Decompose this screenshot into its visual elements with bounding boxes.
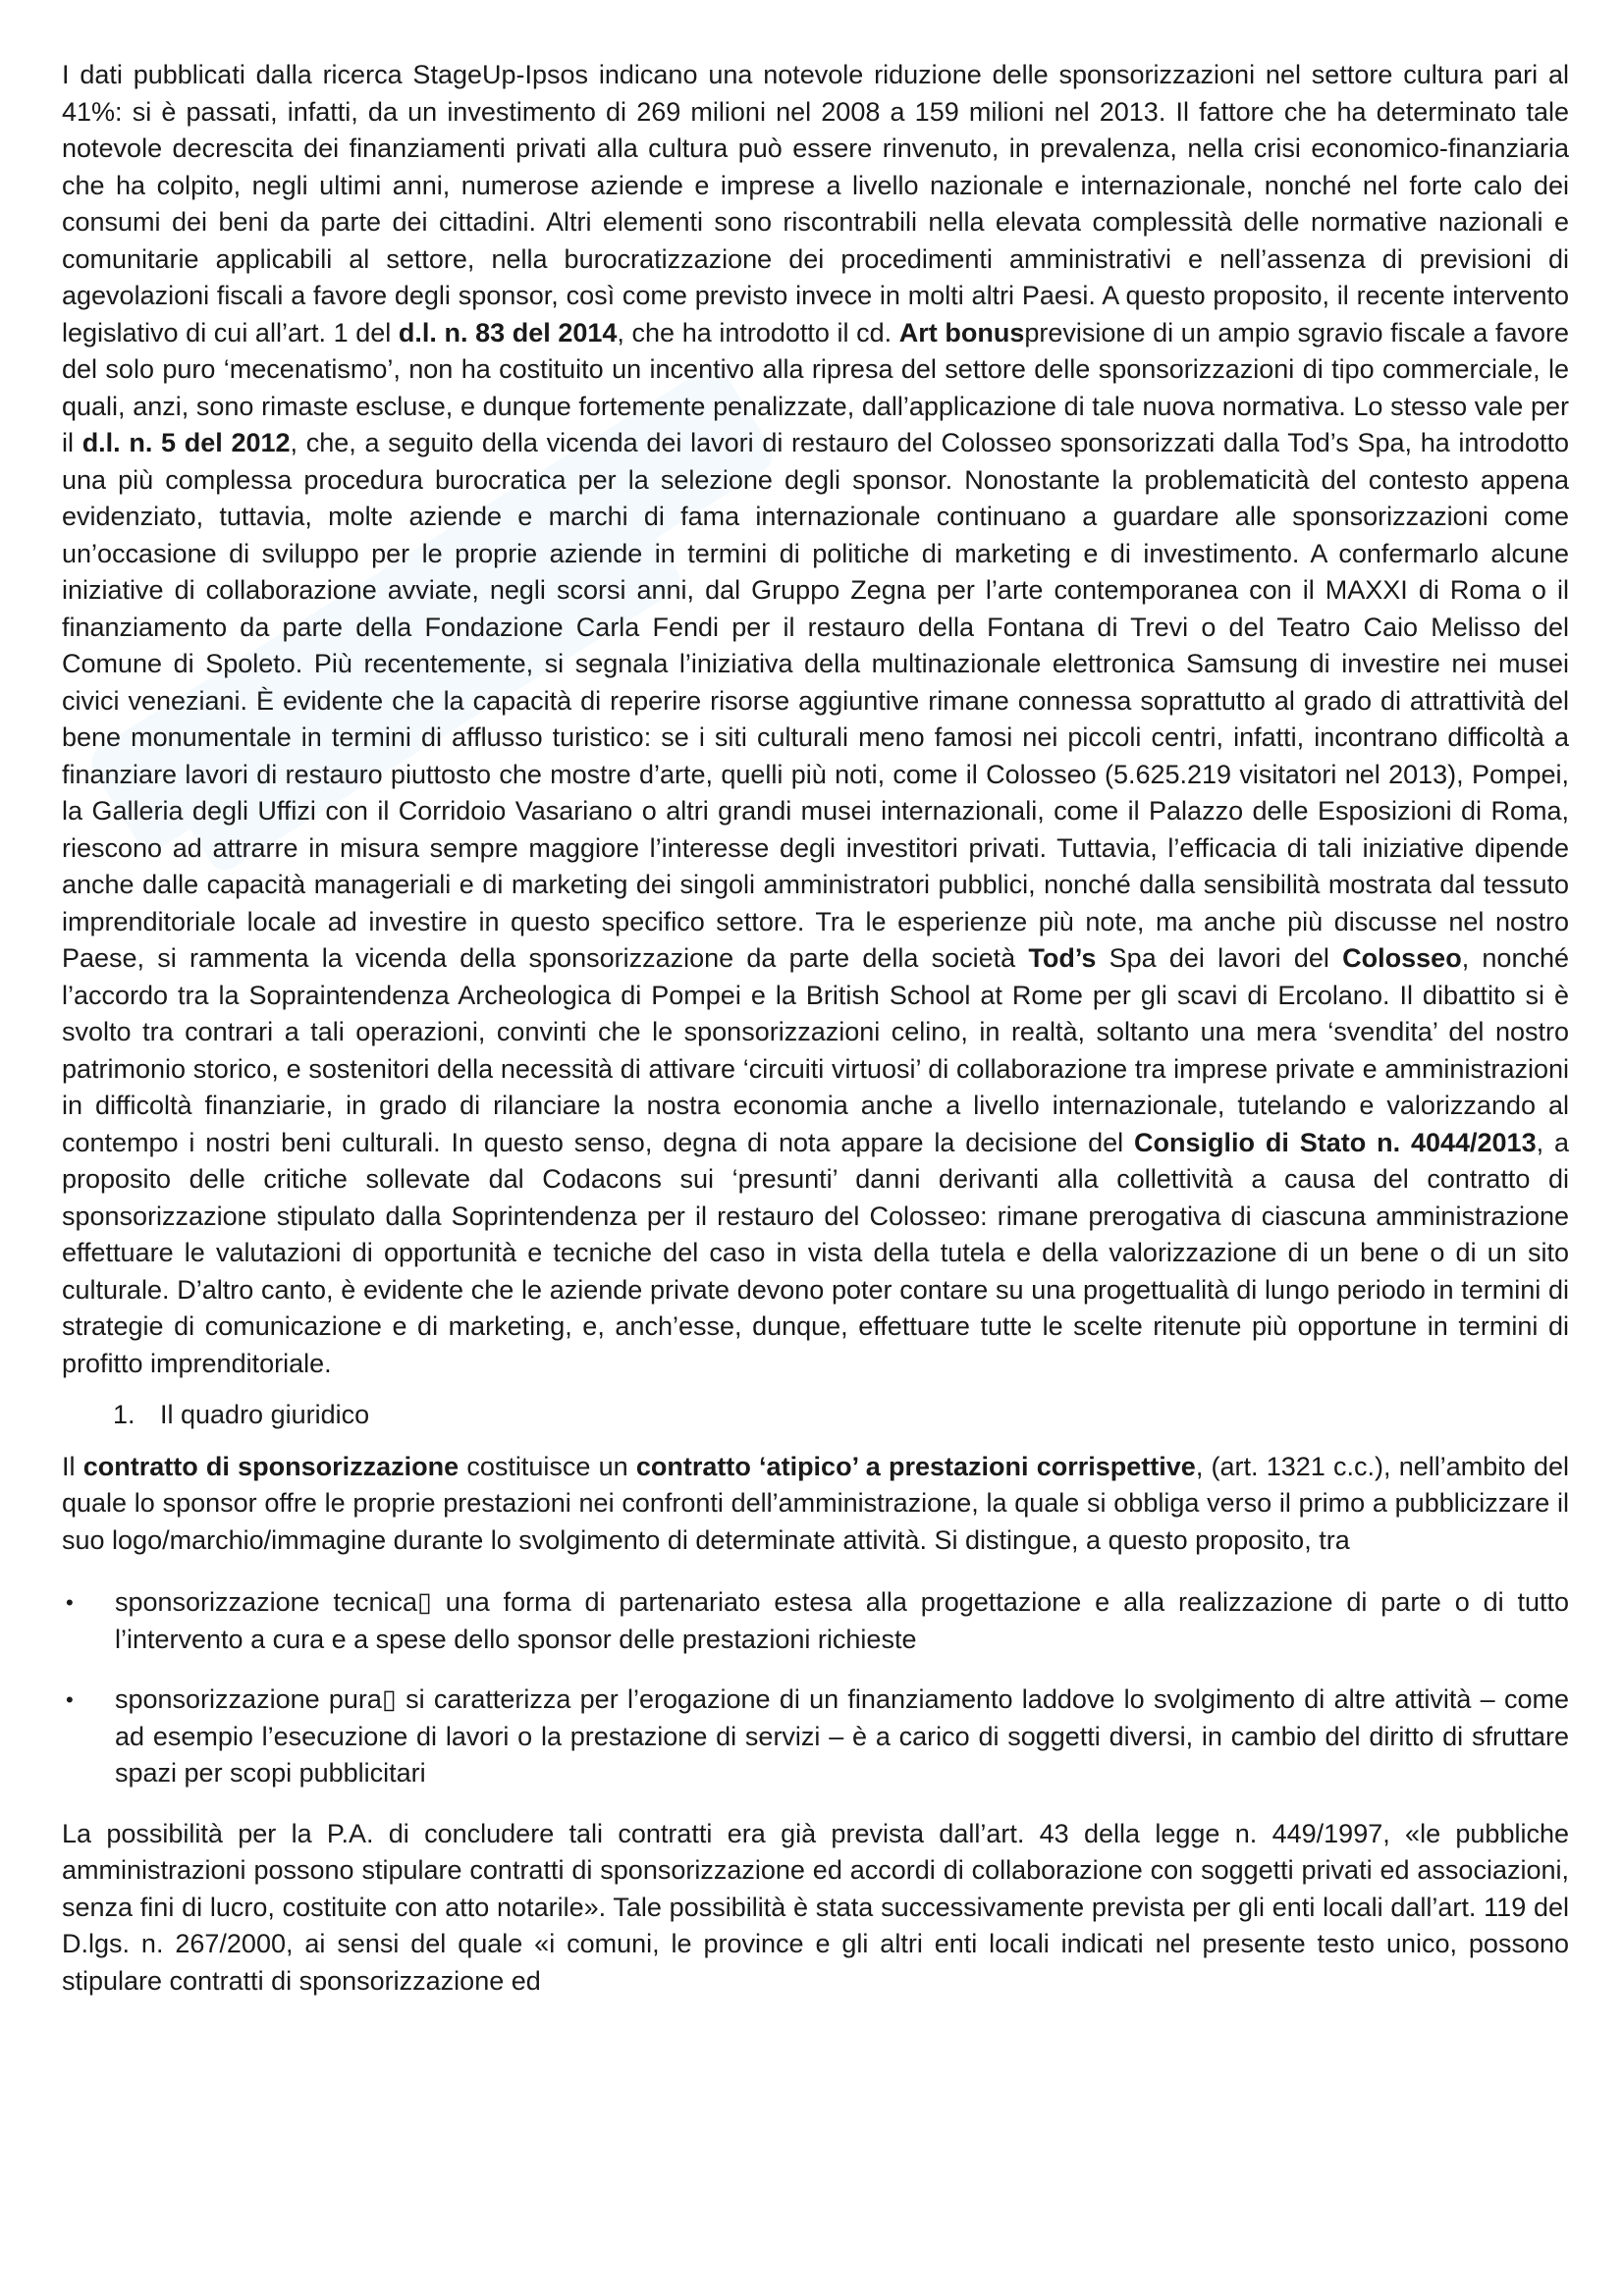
text-run: Il — [62, 1451, 83, 1481]
bold-reference: Art bonus — [898, 317, 1025, 347]
bold-reference: d.l. n. 5 del 2012 — [81, 428, 291, 457]
list-item — [62, 1682, 1569, 1792]
heading-title: Il quadro giuridico — [160, 1400, 370, 1429]
text-run: costituisce un — [459, 1451, 636, 1481]
bold-reference: Tod’s — [1028, 943, 1097, 973]
bold-reference: Consiglio di Stato n. 4044/2013 — [1134, 1127, 1537, 1157]
bullet-list — [62, 1584, 1569, 1792]
list-item-text: sponsorizzazione tecnica▯ una forma di partenariato estesa alla progettazione e alla realizzazione di parte o di tutto l’intervento a cura e a spese dello sponsor delle prestazioni richieste — [115, 1587, 1569, 1654]
bullet-icon: • — [66, 1687, 74, 1712]
text-run: previsione di un ampio sgravio fiscale a favore del solo puro ‘mecenatismo’, non ha costituito un incentivo alla ripresa del settore delle sponsorizzazioni di tipo commerciale, le quali, anzi, sono rimaste escluse, e dunque fortemente penalizzate, dall’applicazione di tale nuova normativa. Lo stesso vale per il — [62, 317, 1569, 457]
section-heading — [113, 1397, 1569, 1434]
text-run: , a proposito delle critiche sollevate dal Codacons sui ‘presunti’ danni derivanti alla collettività a causa del contratto di sponsorizzazione stipulato dalla Soprintendenza per il restauro del Colosseo: rimane prerogativa di ciascuna amministrazione effettuare le valutazioni di opportunità e tecniche del caso in vista della tutela e della valorizzazione di un bene o di un sito culturale. D’altro canto, è evidente che le aziende private devono poter contare su una progettualità di lungo periodo in termini di strategie di comunicazione e di marketing, e, anch’esse, dunque, effettuare tutte le scelte ritenute più opportune in termini di profitto imprenditoriale. — [62, 1127, 1569, 1378]
text-run: Spa dei lavori del — [1096, 943, 1343, 973]
paragraph-legal-basis: La possibilità per la P.A. di concludere tali contratti era già prevista dall’art. 43 della legge n. 449/1997, «le pubbliche amministrazioni possono stipulare contratti di sponsorizzazione ed accordi di collaborazione con soggetti privati ed associazioni, senza fini di lucro, costituite con atto notarile». Tale possibilità è stata successivamente prevista per gli enti locali dall’art. 119 del D.lgs. n. 267/2000, ai sensi del quale «i comuni, le province e gli altri enti locali indicati nel presente testo unico, possono stipulare contratti di sponsorizzazione ed — [62, 1818, 1569, 1996]
text-run: I dati pubblicati dalla ricerca StageUp-Ipsos indicano una notevole riduzione delle sponsorizzazioni nel settore cultura pari al 41%: si è passati, infatti, da un investimento di 269 milioni nel 2008 a 159 milioni nel 2013. Il fattore che ha determinato tale notevole decrescita dei finanziamenti privati alla cultura può essere rinvenuto, in prevalenza, nella crisi economico-finanziaria che ha colpito, negli ultimi anni, numerose aziende e imprese a livello nazionale e internazionale, nonché nel forte calo dei consumi dei beni da parte dei cittadini. Altri elementi sono riscontrabili nella elevata complessità delle normative nazionali e comunitarie applicabili al settore, nella burocratizzazione dei procedimenti amministrativi e nell’assenza di previsioni di agevolazioni fiscali a favore degli sponsor, così come previsto invece in molti altri Paesi. A questo proposito, il recente intervento legislativo di cui all’art. 1 del — [62, 60, 1569, 347]
paragraph-definition — [62, 1449, 1569, 1560]
bold-reference: d.l. n. 83 del 2014 — [398, 317, 618, 347]
list-item-text: sponsorizzazione pura▯ si caratterizza per l’erogazione di un finanziamento laddove lo svolgimento di altre attività – come ad esempio l’esecuzione di lavori o la prestazione di servizi – è a carico di soggetti diversi, in cambio del diritto di sfruttare spazi per scopi pubblicitari — [115, 1684, 1569, 1788]
bold-reference: Colosseo — [1342, 943, 1462, 973]
bold-term: contratto ‘atipico’ a prestazioni corrispettive — [635, 1451, 1196, 1481]
heading-number: 1. — [113, 1400, 135, 1429]
text-run: , che ha introdotto il cd. — [617, 317, 899, 347]
paragraph-intro — [62, 57, 1569, 1382]
list-item — [62, 1584, 1569, 1658]
bold-term: contratto di sponsorizzazione — [82, 1451, 460, 1481]
text-run: , nonché l’accordo tra la Sopraintendenza Archeologica di Pompei e la British School at Rome per gli scavi di Ercolano. Il dibattito si è svolto tra contrari a tali operazioni, convinti che le sponsorizzazioni celino, in realtà, soltanto una mera ‘svendita’ del nostro patrimonio storico, e sostenitori della necessità di attivare ‘circuiti virtuosi’ di collaborazione tra imprese private e amministrazioni in difficoltà finanziarie, in grado di rilanciare la nostra economia anche a livello internazionale, tutelando e valorizzando al contempo i nostri beni culturali. In questo senso, degna di nota appare la decisione del — [62, 943, 1569, 1157]
bullet-icon: • — [66, 1590, 74, 1615]
text-run: , che, a seguito della vicenda dei lavori di restauro del Colosseo sponsorizzati dalla Tod’s Spa, ha introdotto una più complessa procedura burocratica per la selezione degli sponsor. Nonostante la problematicità del contesto appena evidenziato, tuttavia, molte aziende e marchi di fama internazionale continuano a guardare alle sponsorizzazioni come un’occasione di sviluppo per le proprie aziende in termini di politiche di marketing e di investimento. A confermarlo alcune iniziative di collaborazione avviate, negli scorsi anni, dal Gruppo Zegna per l’arte contemporanea con il MAXXI di Roma o il finanziamento da parte della Fondazione Carla Fendi per il restauro della Fontana di Trevi o del Teatro Caio Melisso del Comune di Spoleto. Più recentemente, si segnala l’iniziativa della multinazionale elettronica Samsung di investire nei musei civici veneziani. È evidente che la capacità di reperire risorse aggiuntive rimane connessa soprattutto al grado di attrattività del bene monumentale in termini di afflusso turistico: se i siti culturali meno famosi nei piccoli centri, infatti, incontrano difficoltà a finanziare lavori di restauro piuttosto che mostre d’arte, quelli più noti, come il Colosseo (5.625.219 visitatori nel 2013), Pompei, la Galleria degli Uffizi con il Corridoio Vasariano o altri grandi musei internazionali, come il Palazzo delle Esposizioni di Roma, riescono ad attrarre in misura sempre maggiore l’interesse degli investitori privati. Tuttavia, l’efficacia di tali iniziative dipende anche dalle capacità manageriali e di marketing dei singoli amministratori pubblici, nonché dalla sensibilità mostrata dal tessuto imprenditoriale locale ad investire in questo specifico settore. Tra le esperienze più note, ma anche più discusse nel nostro Paese, si rammenta la vicenda della sponsorizzazione da parte della società — [62, 428, 1569, 973]
document-page — [62, 57, 1569, 2000]
text-run: , (art. 1321 c.c.), nell’ambito del quale lo sponsor offre le proprie prestazioni nei confronti dell’amministrazione, la quale si obbliga verso il primo a pubblicizzare il suo logo/marchio/immagine durante lo svolgimento di determinate attività. Si distingue, a questo proposito, tra — [62, 1451, 1569, 1555]
